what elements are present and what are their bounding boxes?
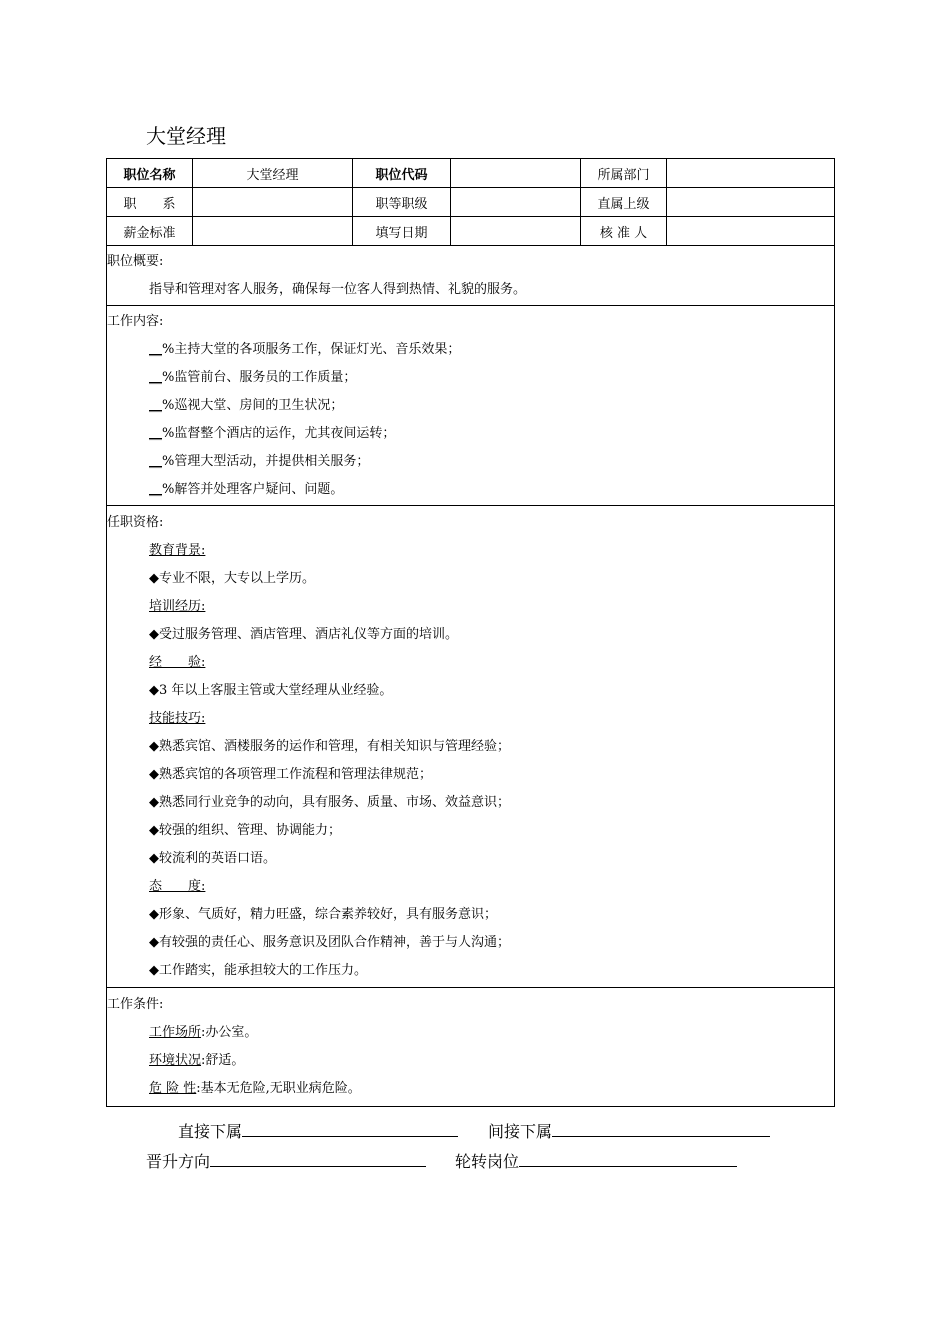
duty-text: %监管前台、服务员的工作质量； [162, 369, 357, 385]
condition-value: :办公室。 [201, 1025, 258, 1040]
grade-label: 职等职级 [353, 188, 451, 217]
attitude-item: ◆工作踏实，能承担较大的工作压力。 [149, 962, 367, 978]
attitude-item: ◆有较强的责任心、服务意识及团队合作精神，善于与人沟通； [149, 934, 510, 950]
qualifications-heading: 任职资格: [107, 514, 164, 530]
fill-date-value[interactable] [451, 217, 581, 246]
education-item: ◆专业不限，大专以上学历。 [149, 570, 315, 586]
skills-item: ◆熟悉同行业竞争的动向，具有服务、质量、市场、效益意识； [149, 794, 510, 810]
overview-heading: 职位概要: [107, 253, 164, 269]
condition-label: 危 险 性 [149, 1081, 197, 1096]
duty-text: %解答并处理客户疑问、问题。 [162, 481, 344, 497]
rotation-blank[interactable] [519, 1148, 737, 1167]
duty-blank: __ [149, 453, 162, 469]
duties-section [107, 306, 835, 506]
job-family-label: 职 系 [107, 188, 193, 217]
duty-blank: __ [149, 425, 162, 441]
job-title-label: 职位名称 [107, 159, 193, 188]
training-label [107, 593, 834, 621]
duty-item [107, 420, 834, 448]
education-label-text: 教育背景: [149, 542, 206, 558]
condition-label: 工作场所 [149, 1025, 202, 1040]
condition-item [107, 1019, 834, 1047]
skills-item: ◆熟悉宾馆的各项管理工作流程和管理法律规范； [149, 766, 432, 782]
duty-blank: __ [149, 341, 162, 357]
duty-blank: __ [149, 481, 162, 497]
promotion-label: 晋升方向 [146, 1152, 211, 1171]
duties-heading: 工作内容: [107, 313, 164, 329]
condition-item [107, 1075, 834, 1103]
education-label [107, 537, 834, 565]
duties-row [107, 306, 835, 506]
duty-text: %监督整个酒店的运作，尤其夜间运转； [162, 425, 396, 441]
approver-value[interactable] [667, 217, 835, 246]
skills-label-text: 技能技巧: [149, 710, 206, 726]
job-title-value[interactable]: 大堂经理 [193, 159, 353, 188]
attitude-label [107, 873, 834, 901]
page-title: 大堂经理 [146, 124, 226, 148]
skills-item: ◆熟悉宾馆、酒楼服务的运作和管理，有相关知识与管理经验； [149, 738, 510, 754]
duty-item [107, 476, 834, 504]
experience-item: ◆3 年以上客服主管或大堂经理从业经验。 [149, 682, 393, 698]
grade-value[interactable] [451, 188, 581, 217]
duty-text: %管理大型活动，并提供相关服务； [162, 453, 370, 469]
duty-text: %巡视大堂、房间的卫生状况； [162, 397, 344, 413]
supervisor-label: 直属上级 [581, 188, 667, 217]
indirect-sub-label: 间接下属 [488, 1122, 553, 1141]
promotion-blank[interactable] [210, 1148, 426, 1167]
footer-direct-sub [178, 1118, 458, 1145]
department-value[interactable] [667, 159, 835, 188]
duty-text: %主持大堂的各项服务工作，保证灯光、音乐效果； [162, 341, 461, 357]
rotation-label: 轮转岗位 [455, 1152, 520, 1171]
conditions-section [107, 988, 835, 1107]
footer-indirect-sub [488, 1118, 770, 1145]
header-row-1 [107, 159, 835, 188]
condition-value: :基本无危险,无职业病危险。 [196, 1081, 361, 1096]
fill-date-label: 填写日期 [353, 217, 451, 246]
job-family-value[interactable] [193, 188, 353, 217]
condition-label: 环境状况 [149, 1053, 202, 1068]
duty-blank: __ [149, 369, 162, 385]
duty-blank: __ [149, 397, 162, 413]
attitude-label-text: 态 度: [149, 878, 206, 894]
duty-item [107, 448, 834, 476]
training-label-text: 培训经历: [149, 598, 206, 614]
condition-item [107, 1047, 834, 1075]
condition-value: :舒适。 [201, 1053, 245, 1068]
training-item: ◆受过服务管理、酒店管理、酒店礼仪等方面的培训。 [149, 626, 458, 642]
direct-sub-label: 直接下属 [178, 1122, 243, 1141]
conditions-heading: 工作条件: [107, 997, 164, 1012]
conditions-row [107, 988, 835, 1107]
skills-item: ◆较流利的英语口语。 [149, 850, 276, 866]
experience-label-text: 经 验: [149, 654, 206, 670]
job-description-table [106, 158, 835, 1107]
department-label: 所属部门 [581, 159, 667, 188]
skills-label [107, 705, 834, 733]
experience-label [107, 649, 834, 677]
qualifications-row [107, 506, 835, 988]
approver-label: 核 准 人 [581, 217, 667, 246]
overview-row [107, 246, 835, 306]
job-code-label: 职位代码 [353, 159, 451, 188]
job-code-value[interactable] [451, 159, 581, 188]
indirect-sub-blank[interactable] [552, 1118, 770, 1137]
duty-item [107, 392, 834, 420]
duty-item [107, 336, 834, 364]
skills-item: ◆较强的组织、管理、协调能力； [149, 822, 341, 838]
header-row-3 [107, 217, 835, 246]
supervisor-value[interactable] [667, 188, 835, 217]
footer-promotion [146, 1148, 426, 1175]
overview-text: 指导和管理对客人服务，确保每一位客人得到热情、礼貌的服务。 [149, 281, 527, 297]
salary-label: 薪金标准 [107, 217, 193, 246]
direct-sub-blank[interactable] [242, 1118, 458, 1137]
overview-section [107, 246, 835, 306]
attitude-item: ◆形象、气质好，精力旺盛，综合素养较好，具有服务意识； [149, 906, 497, 922]
salary-value[interactable] [193, 217, 353, 246]
qualifications-section [107, 506, 835, 988]
header-row-2 [107, 188, 835, 217]
footer-rotation [455, 1148, 737, 1175]
duty-item [107, 364, 834, 392]
